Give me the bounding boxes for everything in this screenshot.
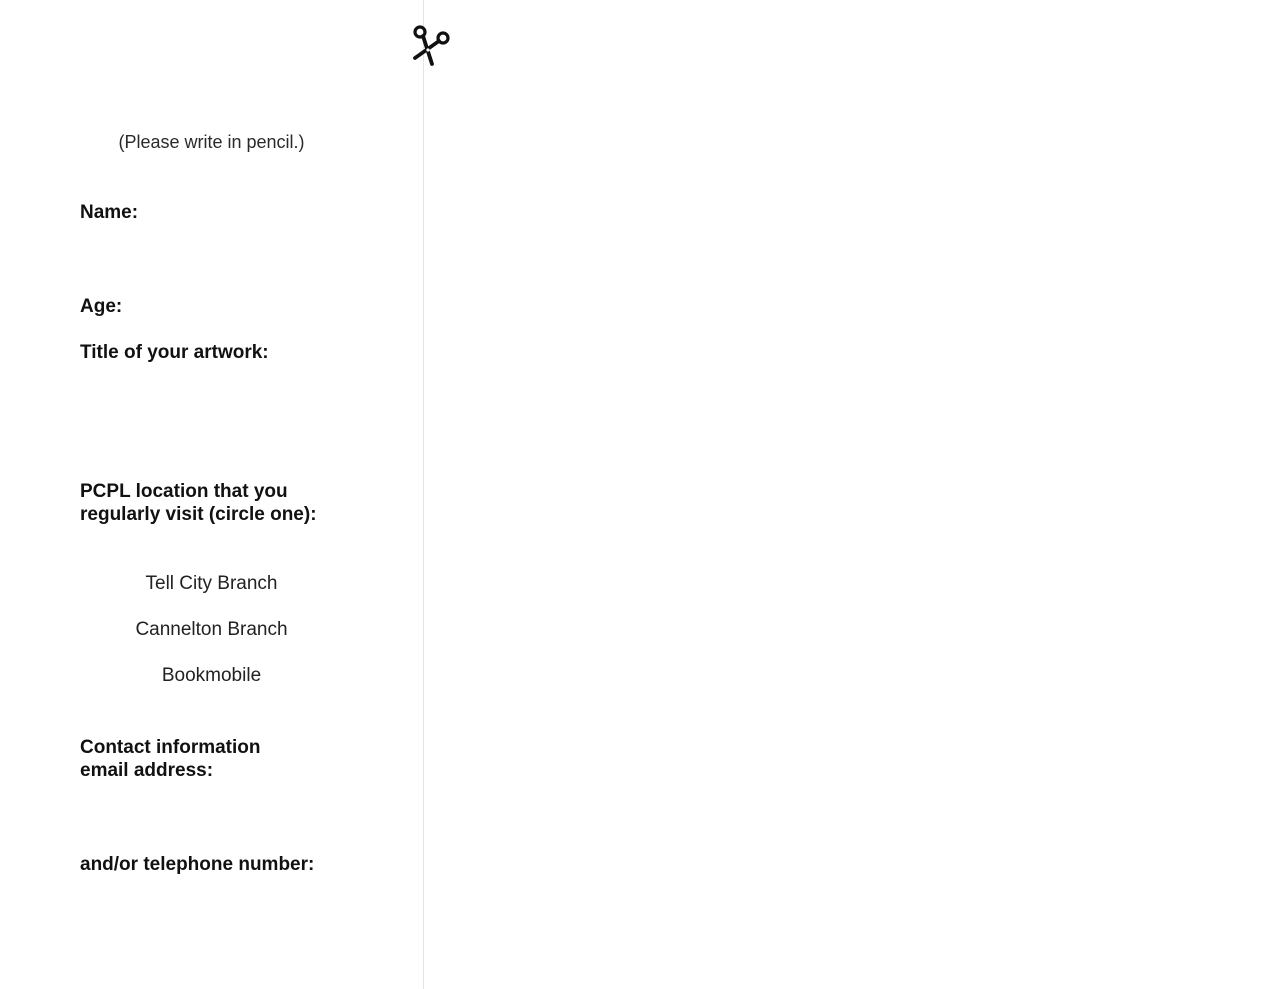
cut-line: [423, 0, 424, 989]
location-option-cannelton: Cannelton Branch: [135, 619, 288, 640]
artwork-title-label: Title of your artwork:: [80, 342, 269, 363]
location-label-line-2: regularly visit (circle one):: [80, 504, 317, 525]
name-label: Name:: [80, 202, 139, 223]
location-label-line-1: PCPL location that you: [80, 481, 288, 502]
location-option-bookmobile: Bookmobile: [161, 665, 262, 686]
contact-label-line-2: email address:: [80, 760, 214, 781]
pencil-instruction: (Please write in pencil.): [118, 132, 305, 152]
age-label: Age:: [80, 296, 123, 317]
location-option-tell-city: Tell City Branch: [145, 573, 278, 594]
entry-form: [0, 0, 423, 989]
phone-label: and/or telephone number:: [80, 854, 315, 875]
contact-label-line-1: Contact information: [80, 737, 261, 758]
scissors-icon: [411, 24, 453, 68]
